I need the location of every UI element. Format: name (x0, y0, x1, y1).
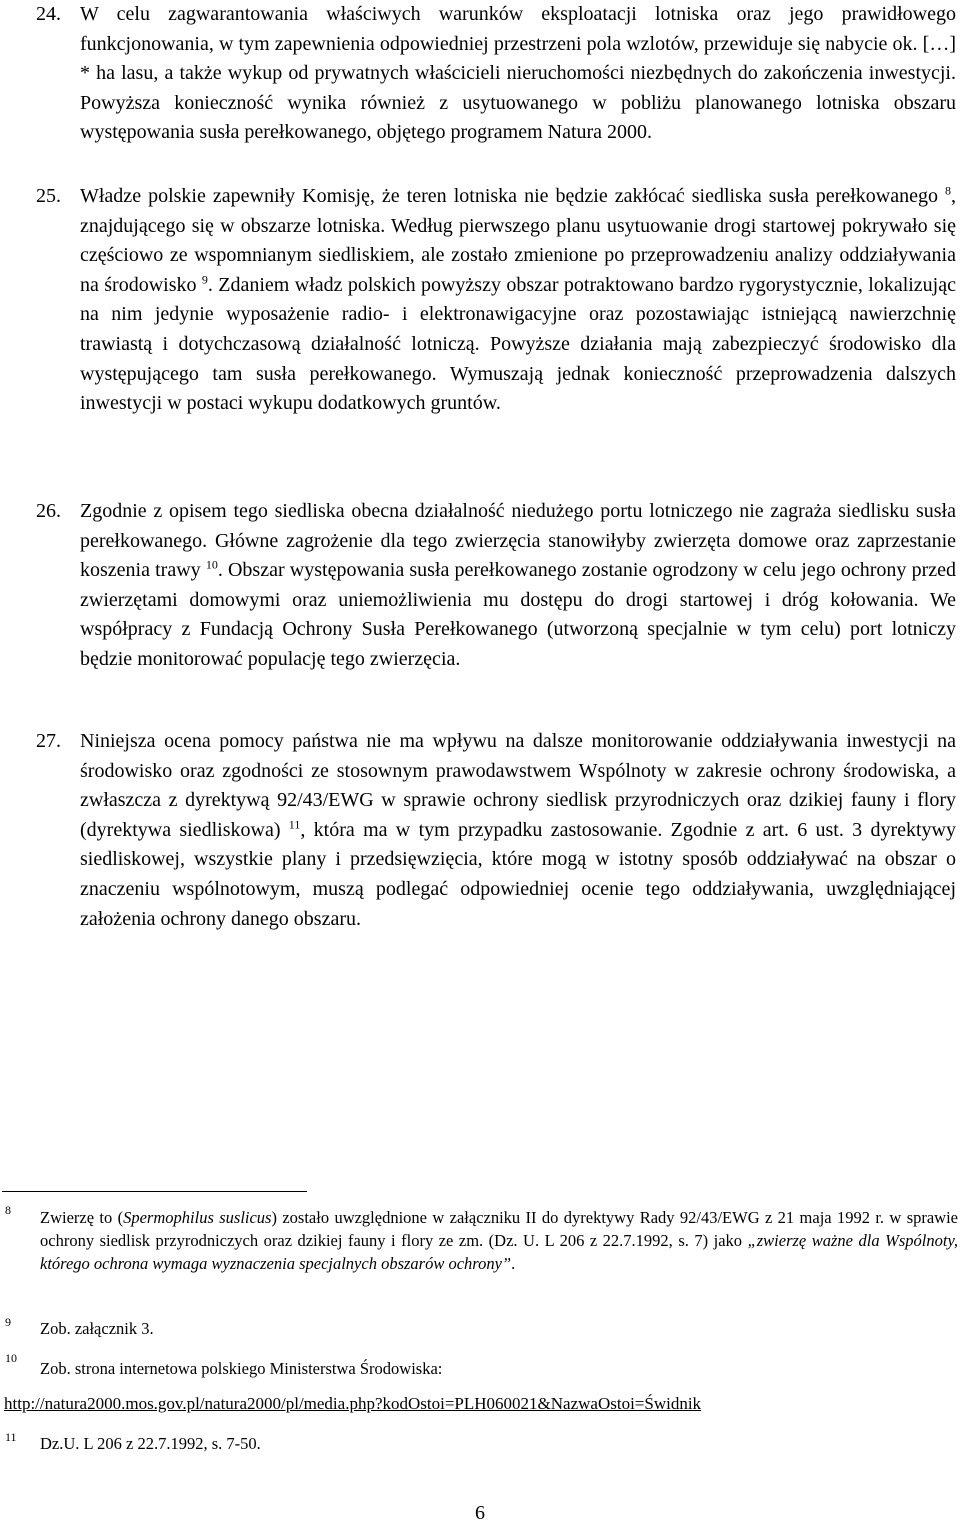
page-number: 6 (475, 1502, 485, 1524)
footnote-mark: 11 (5, 1430, 17, 1444)
paragraph-24 (36, 0, 956, 148)
footnote-text: Dz.U. L 206 z 22.7.1992, s. 7-50. (40, 1434, 261, 1453)
footnote-mark: 9 (5, 1315, 11, 1329)
paragraph-number: 24. (36, 3, 61, 25)
paragraph-number: 25. (36, 185, 61, 207)
species-name: Spermophilus suslicus (123, 1208, 272, 1227)
paragraph-text: Niniejsza ocena pomocy państwa nie ma wpływu na dalsze monitorowanie oddziaływania inwestycji na środowisko oraz zgodności ze stosownym prawodawstwem Wspólnoty w zakresie ochrony środowiska, a zwłaszcza z dyrektywą 92/43/EWG w sprawie ochrony siedlisk przyrodniczych oraz dzikiej fauny i flory (dyrektywa siedliskowa) $^{11}$, która ma w tym przypadku zastosowanie. Zgodnie z art. 6 ust. 3 dyrektywy siedliskowej, wszystkie plany i przedsięwzięcia, które mogą w istotny sposób oddziaływać na obszar o znaczeniu wspólnotowym, muszą podlegać odpowiedniej ocenie tego oddziaływania, uwzględniającej założenia ochrony danego obszaru. (80, 730, 956, 930)
footnote-ref-10[interactable]: 10 (205, 557, 218, 572)
footnote-separator (2, 1191, 307, 1192)
quoted-designation: „zwierzę ważne dla Wspólnoty, którego ochrona wymaga wyznaczenia specjalnych obszarów ochrony” (40, 1231, 958, 1274)
ellipsis: … (929, 32, 950, 55)
paragraph-26 (36, 497, 956, 675)
footnote-text: Zob. strona internetowa polskiego Ministerstwa Środowiska: (40, 1359, 443, 1378)
paragraph-25 (36, 182, 956, 419)
paragraph-text: Zgodnie z opisem tego siedliska obecna działalność niedużego portu lotniczego nie zagraża siedlisku susła perełkowanego. Główne zagrożenie dla tego zwierzęcia stanowiłyby zwierzęta domowe oraz zaprzestanie koszenia trawy $^{10}$. Obszar występowania susła perełkowanego zostanie ogrodzony w celu jego ochrony przed zwierzętami domowymi oraz uniemożliwienia mu dostępu do drogi startowej i dróg kołowania. We współpracy z Fundacją Ochrony Susła Perełkowanego (utworzoną specjalnie w tym celu) port lotniczy będzie monitorować populację tego zwierzęcia. (80, 500, 956, 670)
footnote-text: Zwierzę to (Spermophilus suslicus) zostało uwzględnione w załączniku II do dyrektywy Rady 92/43/EWG z 21 maja 1992 r. w sprawie ochrony siedlisk przyrodniczych oraz dzikiej fauny i flory ze zm. (Dz. U. L 206 z 22.7.1992, s. 7) jako „zwierzę ważne dla Wspólnoty, którego ochrona wymaga wyznaczenia specjalnych obszarów ochrony”. (40, 1208, 959, 1274)
paragraph-text: Władze polskie zapewniły Komisję, że teren lotniska nie będzie zakłócać siedliska susła perełkowanego $^8$, znajdującego się w obszarze lotniska. Według pierwszego planu usytuowanie drogi startowej pokrywało się częściowo ze wspomnianym siedliskiem, ale zostało zmienione po przeprowadzeniu analizy oddziaływania na środowisko $^9$. Zdaniem władz polskich powyższy obszar potraktowano bardzo rygorystycznie, lokalizując na nim jedynie wyposażenie radio- i elektronawigacyjne oraz pozostawiając istniejącą nawierzchnię trawiastą i dotychczasową działalność lotniczą. Powyższe działania mają zabezpieczyć środowisko dla występującego tam susła perełkowanego. Wymuszają jednak konieczność przeprowadzenia dalszych inwestycji w postaci wykupu dodatkowych gruntów. (80, 183, 956, 415)
footnote-mark: 10 (5, 1351, 17, 1365)
paragraph-number: 26. (36, 500, 61, 522)
footnote-ref-9[interactable]: 9 (201, 272, 208, 287)
footnote-text: Zob. załącznik 3. (40, 1319, 154, 1338)
ministry-website-link[interactable]: http://natura2000.mos.gov.pl/natura2000/pl/media.php?kodOstoi=PLH060021&NazwaOstoi=Świdnik (4, 1394, 702, 1413)
paragraph-number: 27. (36, 730, 61, 752)
paragraph-text: W celu zagwarantowania właściwych warunków eksploatacji lotniska oraz jego prawidłowego funkcjonowania, w tym zapewnienia odpowiedniej przestrzeni pola wzlotów, przewiduje się nabycie ok. […] * ha lasu, a także wykup od prywatnych właścicieli nieruchomości niezbędnych do zakończenia inwestycji. Powyższa konieczność wynika również z usytuowanego w pobliżu planowanego lotniska obszaru występowania susła perełkowanego, objętego programem Natura 2000. (80, 3, 956, 144)
footnote-ref-8[interactable]: 8 (945, 183, 951, 198)
paragraph-27 (36, 727, 956, 934)
footnote-ref-11[interactable]: 11 (288, 817, 301, 832)
footnote-mark: 8 (5, 1203, 11, 1217)
